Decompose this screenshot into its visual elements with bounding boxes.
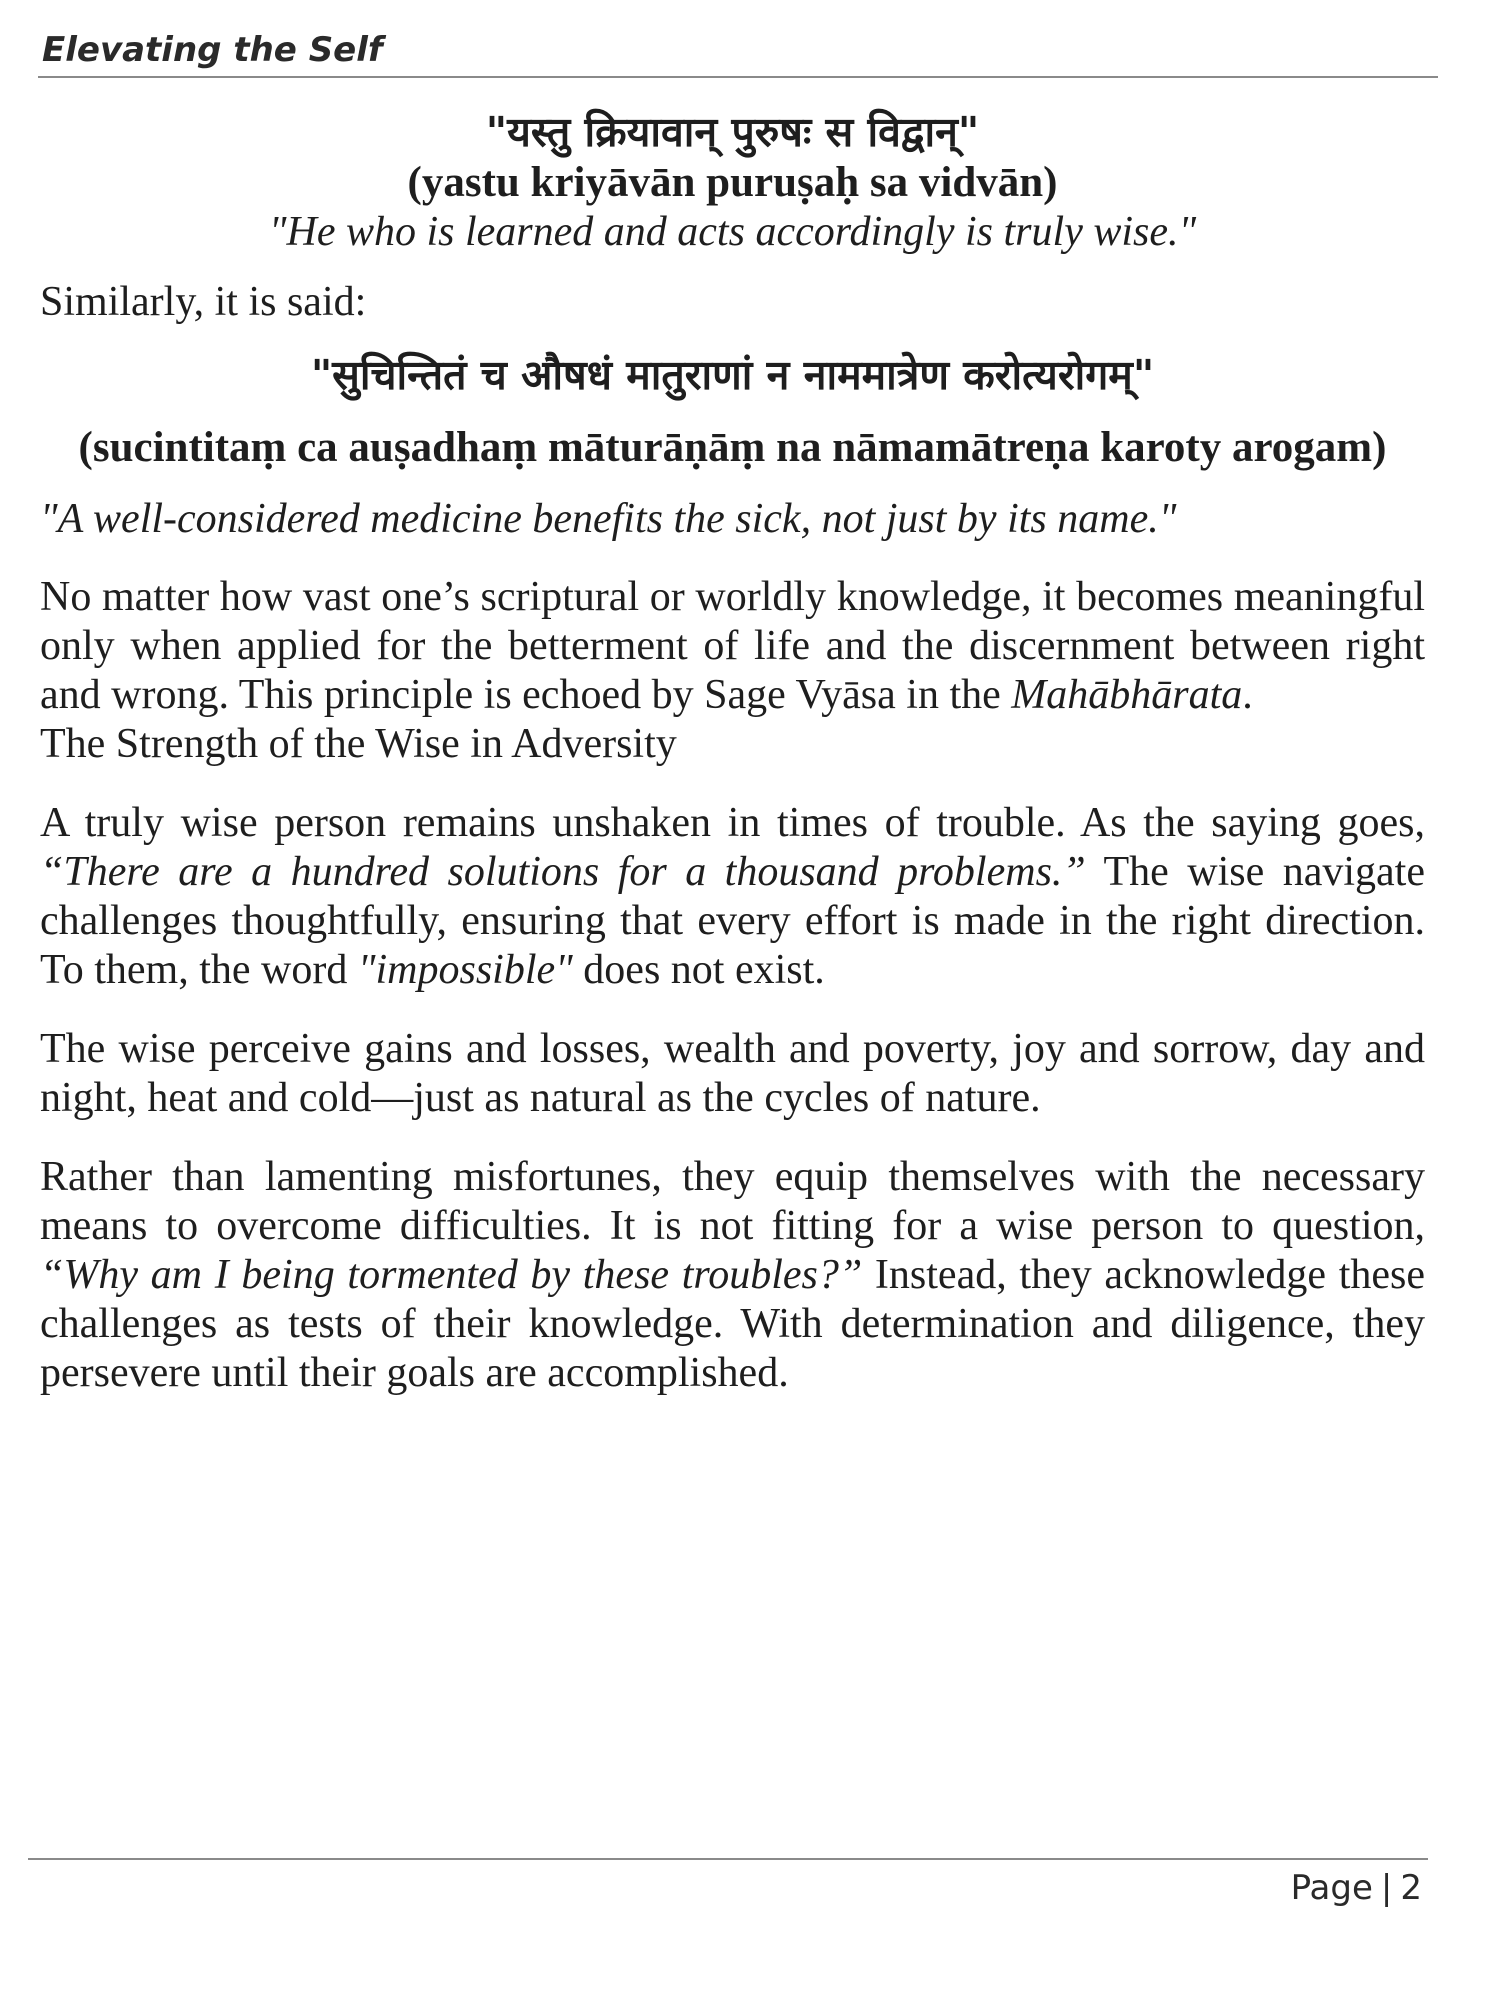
paragraph-unshaken-part2: The wise navigate challenges thoughtfully, ensuring that every effort is made in the right direction. To them, the word (40, 849, 1425, 993)
header-rule (38, 76, 1438, 78)
verse-2-translation: "A well-considered medicine benefits the sick, not just by its name." (40, 496, 1177, 542)
paragraph-misfortunes (40, 1153, 1425, 1398)
intro-similarly: Similarly, it is said: (40, 279, 367, 325)
paragraph-unshaken (40, 799, 1425, 995)
paragraph-misfortunes-part1: Rather than lamenting misfortunes, they equip themselves with the necessary means to overcome difficulties. It is not fitting for a wise person to question, (40, 1154, 1425, 1249)
paragraph-knowledge (40, 573, 1425, 720)
page-number: 2 (1400, 1868, 1422, 1908)
running-header-title: Elevating the Self (42, 30, 383, 70)
page-footer (1291, 1868, 1422, 1908)
page-body (40, 100, 1425, 1398)
footer-rule (28, 1858, 1428, 1860)
mahabharata-title: Mahābhārata (1011, 672, 1243, 718)
impossible-word: "impossible" (357, 947, 573, 993)
verse-2-transliteration: (sucintitaṃ ca auṣadhaṃ māturāṇāṃ na nāmamātreṇa karoty arogam) (78, 424, 1387, 471)
paragraph-gains-losses: The wise perceive gains and losses, wealth and poverty, joy and sorrow, day and night, heat and cold—just as natural as the cycles of nature. (40, 1026, 1425, 1121)
paragraph-unshaken-part3: does not exist. (572, 947, 825, 993)
verse-2-devanagari: "सुचिन्तितं च औषधं मातुराणां न नाममात्रेण करोत्यरोगम्" (310, 351, 1155, 399)
saying-quote: “There are a hundred solutions for a thousand problems.” (40, 849, 1086, 895)
paragraph-unshaken-part1: A truly wise person remains unshaken in times of trouble. As the saying goes, (40, 800, 1425, 846)
section-heading: The Strength of the Wise in Adversity (40, 721, 677, 767)
paragraph-knowledge-text: No matter how vast one’s scriptural or worldly knowledge, it becomes meaningful only when applied for the betterment of life and the discernment between right and wrong. This principle is echoed by Sage Vyāsa in the (40, 574, 1425, 718)
page-label: Page (1290, 1868, 1373, 1908)
verse-1-devanagari: "यस्तु क्रियावान् पुरुषः स विद्वान्" (485, 108, 980, 156)
paragraph-knowledge-end: . (1242, 672, 1253, 718)
paragraph-misfortunes-part2: Instead, they acknowledge these challenges as tests of their knowledge. With determination and diligence, they persevere until their goals are accomplished. (40, 1252, 1425, 1396)
verse-1-translation: "He who is learned and acts accordingly is truly wise." (268, 209, 1197, 255)
verse-1-transliteration: (yastu kriyāvān puruṣaḥ sa vidvān) (407, 159, 1058, 206)
tormented-quote: “Why am I being tormented by these troubles?” (40, 1252, 863, 1298)
page-separator: | (1380, 1868, 1393, 1908)
